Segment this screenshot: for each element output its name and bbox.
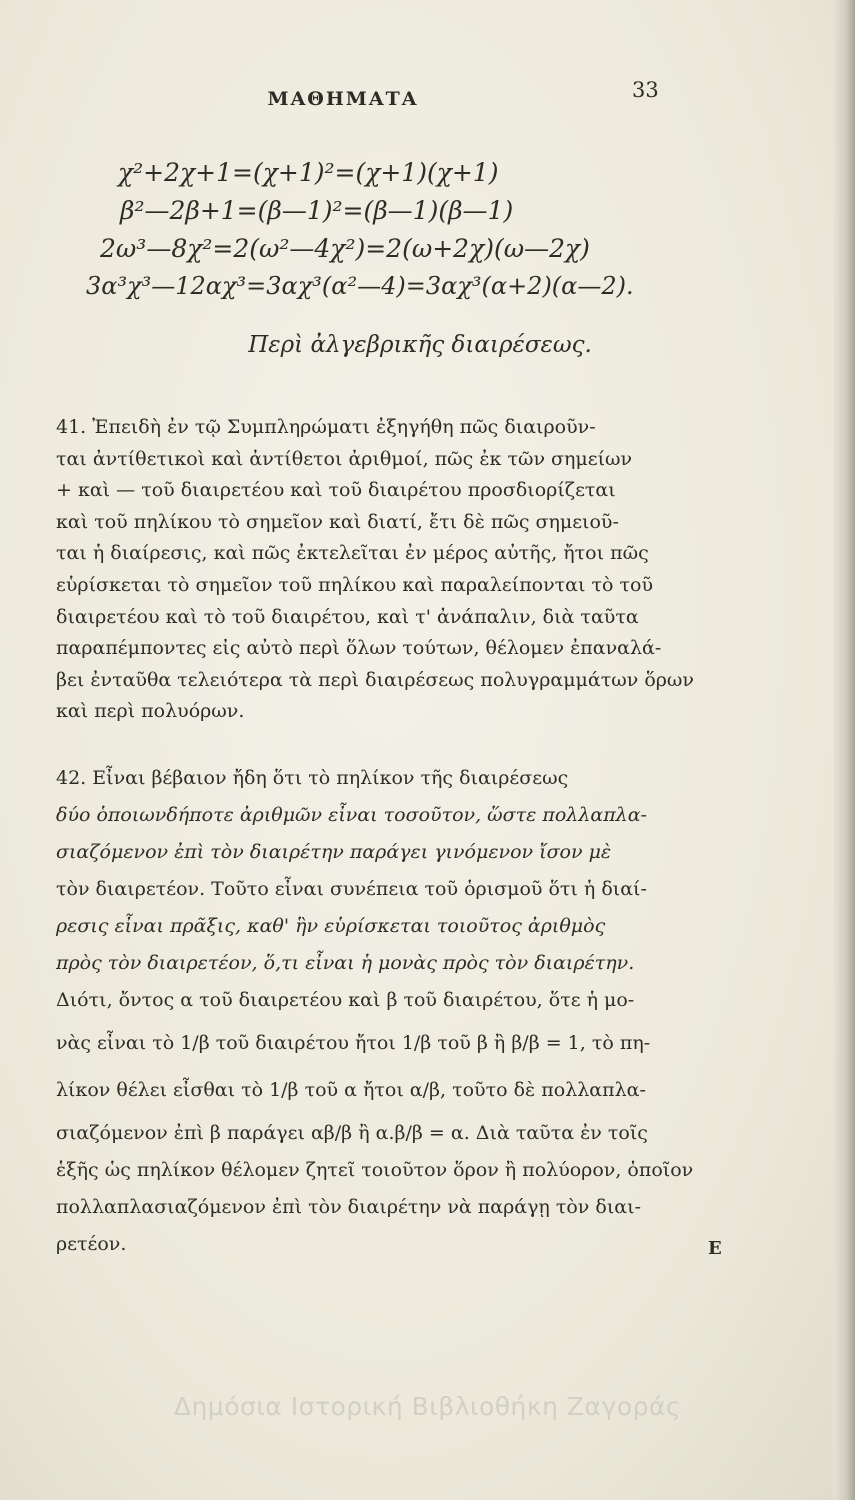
library-watermark: Δημόσια Ιστορική Βιβλιοθήκη Ζαγοράς	[173, 1392, 682, 1421]
text-line: παραπέμποντες εἰς αὐτὸ περὶ ὅλων τούτων, θέλομεν ἐπαναλά-	[56, 637, 662, 660]
text-line: τὸν διαιρετέον. Τοῦτο εἶναι συνέπεια τοῦ ὁρισμοῦ ὅτι ἡ διαί-	[56, 878, 647, 900]
text-line: ἑξῆς ὡς πηλίκον θέλομεν ζητεῖ τοιοῦτον ὅρον ἢ πολύορον, ὁποῖον	[56, 1159, 694, 1181]
text-line: πρὸς τὸν διαιρετέον, ὅ,τι εἶναι ἡ μονὰς πρὸς τὸν διαιρέτην.	[56, 952, 635, 974]
text-line: 42. Εἶναι βέβαιον ἤδη ὅτι τὸ πηλίκον τῆς διαιρέσεως	[56, 767, 569, 789]
page-number: 33	[632, 78, 659, 102]
text-line: σιαζόμενον ἐπὶ β παράγει αβ/β ἢ α.β/β = α. Διὰ ταῦτα ἐν τοῖς	[56, 1122, 648, 1144]
section-title: Περὶ ἀλγεβρικῆς διαιρέσεως.	[248, 332, 592, 358]
equation-4: 3α³χ³—12αχ³=3αχ³(α²—4)=3αχ³(α+2)(α—2).	[86, 272, 634, 300]
equation-2: β²—2β+1=(β—1)²=(β—1)(β—1)	[120, 196, 514, 225]
paragraph-42	[56, 760, 736, 1263]
text-line: δύο ὁποιωνδήποτε ἀριθμῶν εἶναι τοσοῦτον, ὥστε πολλαπλα-	[56, 804, 647, 826]
text-line: εὑρίσκεται τὸ σημεῖον τοῦ πηλίκου καὶ παραλείπονται τὸ τοῦ	[56, 573, 653, 596]
text-line: νὰς εἶναι τὸ 1/β τοῦ διαιρέτου ἤτοι 1/β τοῦ β ἢ β/β = 1, τὸ πη-	[56, 1032, 651, 1054]
text-line: ται ἀντίθετικοὶ καὶ ἀντίθετοι ἀριθμοί, πῶς ἐκ τῶν σημείων	[56, 447, 633, 470]
text-line: πολλαπλασιαζόμενον ἐπὶ τὸν διαιρέτην νὰ παράγῃ τὸν διαι-	[56, 1196, 641, 1218]
paragraph-41	[56, 412, 736, 728]
text-line: καὶ περὶ πολυόρων.	[56, 700, 245, 723]
text-line: διαιρετέου καὶ τὸ τοῦ διαιρέτου, καὶ τ' ἀνάπαλιν, διὰ ταῦτα	[56, 605, 639, 628]
equation-3: 2ω³—8χ²=2(ω²—4χ²)=2(ω+2χ)(ω—2χ)	[100, 234, 590, 263]
text-line: + καὶ — τοῦ διαιρετέου καὶ τοῦ διαιρέτου προσδιορίζεται	[56, 479, 616, 502]
page-gutter-shadow	[833, 0, 855, 1500]
text-line: καὶ τοῦ πηλίκου τὸ σημεῖον καὶ διατί, ἔτι δὲ πῶς σημειοῦ-	[56, 510, 619, 533]
text-line: ρεσις εἶναι πρᾶξις, καθ' ἣν εὑρίσκεται τοιοῦτος ἀριθμὸς	[56, 915, 606, 937]
text-line: 41. Ἐπειδὴ ἐν τῷ Συμπληρώματι ἐξηγήθη πῶς διαιροῦν-	[56, 416, 596, 438]
text-line: ται ἡ διαίρεσις, καὶ πῶς ἐκτελεῖται ἐν μέρος αὐτῆς, ἤτοι πῶς	[56, 542, 649, 565]
text-line: βει ἐνταῦθα τελειότερα τὰ περὶ διαιρέσεως πολυγραμμάτων ὅρων	[56, 668, 694, 691]
signature-mark: E	[708, 1238, 722, 1259]
text-line: σιαζόμενον ἐπὶ τὸν διαιρέτην παράγει γινόμενον ἴσον μὲ	[56, 841, 612, 863]
text-line: Διότι, ὄντος α τοῦ διαιρετέου καὶ β τοῦ διαιρέτου, ὅτε ἡ μο-	[56, 989, 635, 1011]
running-header: ΜΑΘΗΜΑΤΑ	[267, 88, 419, 110]
equation-1: χ²+2χ+1=(χ+1)²=(χ+1)(χ+1)	[118, 158, 499, 187]
text-line: ρετέον.	[56, 1233, 127, 1255]
text-line: λίκον θέλει εἶσθαι τὸ 1/β τοῦ α ἤτοι α/β, τοῦτο δὲ πολλαπλα-	[56, 1079, 646, 1101]
